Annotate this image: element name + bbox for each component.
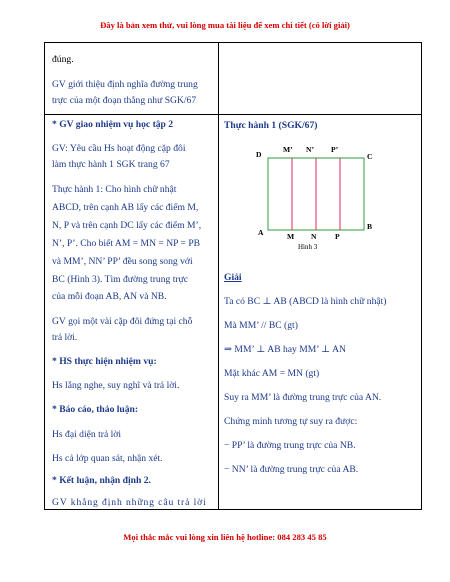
task-request-line2: làm thực hành 1 SGK trang 67 [52,159,170,170]
figure-caption: Hình 3 [298,243,318,251]
solution-line: Chứng minh tương tự suy ra được: [224,416,358,427]
column-divider [218,42,219,510]
solution-line: Mặt khác AM = MN (gt) [224,368,320,379]
label-b: B [367,222,373,231]
solution-line: − PP’ là đường trung trực của NB. [224,440,356,451]
practice-line: và MM’, NN’ PP’ đều song song với [52,256,193,267]
conclusion-text: GV khẳng định những câu trả lời [52,497,207,508]
definition-intro-line2: trực của một đoạn thẳng như SGK/67 [52,95,197,106]
task-heading: * GV giao nhiệm vụ học tập 2 [52,119,174,130]
label-n-prime: N’ [306,145,315,154]
conclusion-heading: * Kết luận, nhận định 2. [52,475,151,486]
practice-line: của mỗi đoạn AB, AN và NB. [52,291,167,302]
call-pairs-line2: trả lời. [52,332,78,343]
solution-line: ⇒ MM’ ⊥ AB hay MM’ ⊥ AN [224,344,346,355]
solution-line: Suy ra MM’ là đường trung trực của AN. [224,392,382,403]
label-c: C [367,152,373,161]
practice-line: N’, P’. Cho biết AM = MN = NP = PB [52,238,201,249]
practice-line: N, P và trên cạnh DC lấy các điểm M’, [52,220,202,231]
hs-task-heading: * HS thực hiện nhiệm vụ: [52,356,157,367]
preview-banner: Đây là bản xem thử, vui lòng mua tài liệu để xem chi tiết (có lời giải) [100,20,350,30]
report-heading: * Báo cáo, thảo luận: [52,404,139,415]
solution-line: Mà MM’ // BC (gt) [224,320,298,331]
definition-intro-line1: GV giới thiệu định nghĩa đường trung [52,79,198,90]
label-p: P [335,232,340,241]
call-pairs-line1: GV gọi một vài cặp đôi đứng tại chỗ [52,316,193,327]
label-a: A [258,228,264,237]
solution-heading: Giải [224,272,242,283]
solution-line: Ta có BC ⊥ AB (ABCD là hình chữ nhật) [224,296,387,307]
report-line1: Hs đại diện trả lời [52,429,122,440]
label-d: D [256,150,262,159]
report-line2: Hs cả lớp quan sát, nhận xét. [52,453,163,464]
label-p-prime: P’ [331,145,339,154]
label-n: N [311,232,317,241]
practice-line: ABCD, trên cạnh AB lấy các điểm M, [52,202,199,213]
practice-line: Thực hành 1: Cho hình chữ nhật [52,184,177,195]
hotline-banner: Mọi thắc mắc vui lòng xin liên hệ hotline: 084 283 45 85 [123,532,327,542]
rectangle-figure [256,145,376,260]
previous-row-tail: đúng. [52,54,74,65]
task-request-line1: GV: Yêu cầu Hs hoạt động cặp đôi [52,143,186,154]
hs-task-text: Hs lắng nghe, suy nghĩ và trả lời. [52,380,180,391]
label-m-prime: M’ [283,145,293,154]
practice-line: BC (Hình 3). Tìm đường trung trực [52,274,189,285]
solution-line: − NN’ là đường trung trực của AB. [224,464,359,475]
row-divider [44,114,422,115]
label-m: M [287,232,295,241]
practice-heading: Thực hành 1 (SGK/67) [224,120,318,131]
